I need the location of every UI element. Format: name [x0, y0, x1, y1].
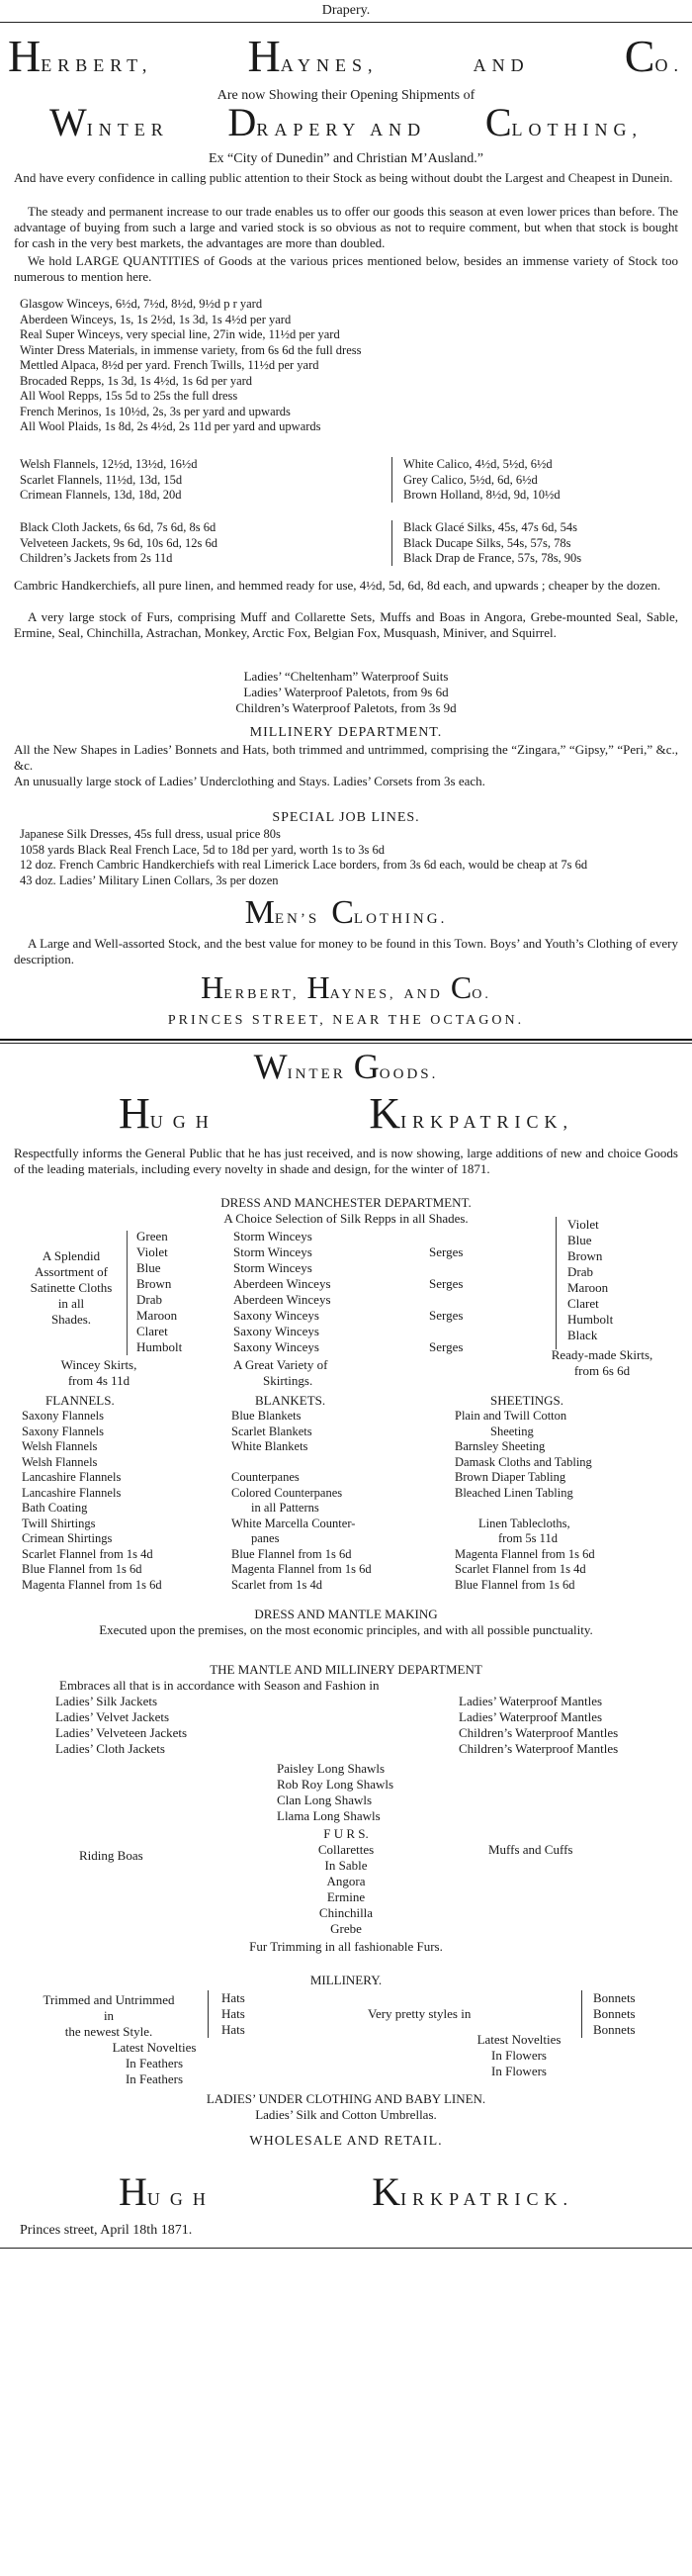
ad-separator [0, 1043, 692, 1044]
list-item: Lancashire Flannels [22, 1470, 122, 1484]
wholesale-line: WHOLESALE AND RETAIL. [249, 2134, 443, 2149]
list-item: Latest Novelties [112, 2040, 197, 2055]
list-item: Aberdeen Winceys [233, 1276, 331, 1291]
list-item: Claret [136, 1324, 168, 1338]
umbrellas-line: Ladies’ Silk and Cotton Umbrellas. [255, 2107, 437, 2122]
list-item: Serges [429, 1308, 464, 1323]
list-item: Ermine [326, 1889, 366, 1904]
list-item: Brown Diaper Tabling [455, 1470, 566, 1484]
list-item: Ladies’ Velveteen Jackets [55, 1725, 188, 1740]
flower-novelties [455, 2032, 583, 2079]
list-item: Black Cloth Jackets, 6s 6d, 7s 6d, 8s 6d [20, 520, 216, 534]
list-item: Storm Winceys [233, 1229, 312, 1243]
list-item: Winter Dress Materials, in immense variety, from 6s 6d the full dress [20, 342, 362, 357]
millinery-heading: MILLINERY DEPARTMENT. [249, 725, 443, 740]
list-item: In Flowers [491, 2064, 547, 2078]
ad1-title [49, 100, 643, 144]
list-item: Ready-made Skirts, [551, 1347, 653, 1362]
sheetings-list [455, 1409, 595, 1593]
quantities-paragraph: We hold LARGE QUANTITIES of Goods at the various prices mentioned below, besides an immense variety of Stock too numerous to mention here. [14, 253, 678, 284]
list-item: 43 doz. Ladies’ Military Linen Collars, 3s per dozen [20, 873, 279, 887]
list-item: Blue Blankets [231, 1409, 302, 1423]
pretty-styles: Very pretty styles in [368, 2006, 472, 2021]
underclothing-paragraph: An unusually large stock of Ladies’ Underclothing and Stays. Ladies’ Corsets from 3s each. [14, 774, 485, 788]
list-item: Scarlet from 1s 4d [231, 1577, 322, 1592]
column-divider [391, 520, 392, 566]
jacket-price-list [20, 520, 217, 567]
list-item: Ladies’ Waterproof Paletots, from 9s 6d [243, 685, 449, 699]
list-item: Saxony Winceys [233, 1339, 319, 1354]
list-item: Welsh Flannels [22, 1454, 98, 1469]
list-item: Serges [429, 1339, 464, 1354]
list-item: Llama Long Shawls [277, 1808, 381, 1823]
wincey-price-list [20, 297, 361, 435]
list-item: White Blankets [231, 1439, 308, 1453]
list-item: Brown [567, 1248, 603, 1263]
list-item: Assortment of [34, 1264, 109, 1279]
brace-line [556, 1217, 557, 1349]
cambric-paragraph: Cambric Handkerchiefs, all pure linen, and hemmed ready for use, 4½d, 5d, 6d, 8d each, and upwards ; cheaper by the dozen. [14, 578, 661, 593]
list-item: Chinchilla [318, 1905, 374, 1920]
mens-clothing-heading: MEN’S CLOTHING. [244, 894, 448, 931]
list-item [455, 1501, 595, 1517]
list-item: Blue Flannel from 1s 6d [231, 1546, 352, 1561]
blankets-heading: BLANKETS. [255, 1393, 326, 1408]
trimmed-note [20, 1992, 198, 2040]
list-item: Black Ducape Silks, 54s, 57s, 78s [403, 535, 571, 550]
list-item: Magenta Flannel from 1s 6d [22, 1577, 162, 1592]
list-item: in [103, 2008, 115, 2023]
list-item: Blue Flannel from 1s 6d [455, 1577, 575, 1592]
list-item: Plain and Twill Cotton [455, 1409, 567, 1423]
list-item: In Feathers [125, 2056, 184, 2070]
list-item: Serges [429, 1244, 464, 1259]
list-item: In Feathers [125, 2071, 184, 2086]
list-item: Bonnets [593, 2006, 636, 2021]
satinette-block [22, 1248, 121, 1328]
list-item: in all [57, 1296, 85, 1311]
bonnets-list [593, 1990, 636, 2038]
list-item: Ladies’ Silk Jackets [55, 1694, 158, 1708]
list-item: Paisley Long Shawls [277, 1761, 386, 1776]
list-item: Bonnets [593, 2022, 636, 2037]
list-item: Grey Calico, 5½d, 6d, 6½d [403, 472, 538, 487]
list-item: Humbolt [136, 1339, 183, 1354]
list-item: the newest Style. [64, 2024, 153, 2039]
colour-list-one [136, 1229, 182, 1355]
list-item: Hats [221, 2022, 245, 2037]
wincey-skirts-note [40, 1357, 158, 1389]
list-item: Claret [567, 1296, 599, 1311]
list-item: Bonnets [593, 1990, 636, 2005]
firm-word-herbert: HERBERT, [8, 31, 153, 81]
firm-word-kirkpatrick: KIRKPATRICK. [372, 2169, 573, 2214]
list-item: Violet [567, 1217, 599, 1232]
list-item: French Merinos, 1s 10½d, 2s, 3s per yard and upwards [20, 404, 291, 418]
list-item: Bath Coating [22, 1501, 88, 1515]
fur-types-list [297, 1842, 395, 1937]
millinery-paragraph: All the New Shapes in Ladies’ Bonnets and Hats, both trimmed and untrimmed, comprising the “Zingara,” “Gipsy,” “Peri,” &c., &c. [14, 742, 678, 773]
special-heading: SPECIAL JOB LINES. [272, 810, 420, 825]
brace-line [127, 1231, 128, 1355]
ad2-date-line: Princes street, April 18th 1871. [20, 2223, 193, 2238]
header-rule [0, 22, 692, 23]
dress-making-paragraph: Executed upon the premises, on the most economic principles, and with all possible punctuality. [99, 1622, 593, 1637]
list-item: Bleached Linen Tabling [455, 1485, 573, 1500]
mantle-jackets-list [55, 1694, 187, 1757]
list-item: Scarlet Flannel from 1s 4d [455, 1562, 586, 1576]
brace-line [581, 1990, 582, 2038]
furs-heading: F U R S. [323, 1826, 369, 1841]
firm-word-co: CO. [624, 31, 684, 81]
footer-rule [0, 2248, 692, 2249]
ad1-address: PRINCES STREET, NEAR THE OCTAGON. [167, 1013, 525, 1028]
list-item: Aberdeen Winceys, 1s, 1s 2½d, 1s 3d, 1s 4½d per yard [20, 312, 292, 326]
blankets-list [231, 1409, 372, 1593]
flannel-price-list [20, 457, 198, 504]
ad2-footer-firm [119, 2169, 573, 2214]
list-item: Brocaded Repps, 1s 3d, 1s 4½d, 1s 6d per yard [20, 373, 253, 388]
list-item: Maroon [567, 1280, 609, 1295]
dress-making-heading: DRESS AND MANTLE MAKING [254, 1607, 438, 1621]
list-item: Crimean Shirtings [22, 1531, 113, 1545]
list-item: Damask Cloths and Tabling [455, 1454, 592, 1469]
firm-word-hugh: HUGH [119, 1089, 218, 1138]
list-item: Black [567, 1328, 598, 1342]
list-item: Barnsley Sheeting [455, 1439, 546, 1453]
list-item: In Flowers [491, 2048, 547, 2063]
ad1-footer-firm: HERBERT, HAYNES, AND CO. [201, 969, 491, 1005]
list-item: Children’s Waterproof Paletots, from 3s 9d [235, 700, 457, 715]
list-item: Colored Counterpanes [231, 1485, 343, 1500]
list-item: from 5s 11d [498, 1531, 558, 1545]
list-item: Ladies’ “Cheltenham” Waterproof Suits [243, 669, 449, 684]
list-item: Children’s Jackets from 2s 11d [20, 551, 173, 565]
ad-separator [0, 1039, 692, 1041]
list-item: White Calico, 4½d, 5½d, 6½d [403, 457, 553, 471]
list-item: Blue [136, 1260, 161, 1275]
list-item: Aberdeen Winceys [233, 1292, 331, 1307]
mantle-intro: Embraces all that is in accordance with Season and Fashion in [59, 1678, 380, 1693]
serges-list [429, 1237, 463, 1363]
list-item: in all Patterns [251, 1501, 319, 1515]
list-item: 1058 yards Black Real French Lace, 5d to 18d per yard, worth 1s to 3s 6d [20, 842, 386, 857]
list-item: All Wool Repps, 15s 5d to 25s the full dress [20, 389, 238, 403]
list-item: Black Glacé Silks, 45s, 47s 6d, 54s [403, 520, 578, 534]
feather-novelties [95, 2040, 214, 2087]
list-item: Magenta Flannel from 1s 6d [455, 1546, 595, 1561]
list-item: Shades. [50, 1312, 92, 1327]
list-item: Glasgow Winceys, 6½d, 7½d, 8½d, 9½d p r yard [20, 297, 263, 311]
list-item: Maroon [136, 1308, 178, 1323]
list-item: White Marcella Counter- [231, 1516, 356, 1530]
fur-trimming: Fur Trimming in all fashionable Furs. [249, 1939, 443, 1954]
sheetings-heading: SHEETINGS. [490, 1393, 564, 1408]
firm-word-and: AND [473, 55, 530, 75]
list-item: Skirtings. [263, 1373, 313, 1388]
under-clothing-line: LADIES’ UNDER CLOTHING AND BABY LINEN. [206, 2091, 486, 2106]
flannels-heading: FLANNELS. [45, 1393, 115, 1408]
ad2-intro-paragraph: Respectfully informs the General Public that he has just received, and is now showing, large additions of new and choice Goods of the leading materials, including every novelty in shade and design, for the winter of 1871. [14, 1146, 678, 1176]
list-item: Storm Winceys [233, 1260, 312, 1275]
special-list [20, 827, 672, 888]
list-item: Violet [136, 1244, 168, 1259]
list-item: Children’s Waterproof Mantles [459, 1725, 619, 1740]
wincey-list [233, 1229, 331, 1355]
list-item: In Sable [324, 1858, 368, 1873]
title-winter: WINTER [49, 100, 169, 144]
list-item: Saxony Winceys [233, 1324, 319, 1338]
list-item: Brown [136, 1276, 172, 1291]
shawls-list [277, 1761, 393, 1824]
list-item: Saxony Winceys [233, 1308, 319, 1323]
list-item: Japanese Silk Dresses, 45s full dress, usual price 80s [20, 827, 281, 841]
list-item: Magenta Flannel from 1s 6d [231, 1562, 372, 1576]
dress-dept-subheading: A Choice Selection of Silk Repps in all Shades. [223, 1211, 469, 1226]
list-item: A Great Variety of [233, 1357, 328, 1372]
list-item: panes [251, 1531, 280, 1545]
list-item: Ladies’ Velvet Jackets [55, 1709, 170, 1724]
muffs-and-cuffs: Muffs and Cuffs [488, 1842, 573, 1857]
list-item: Angora [326, 1874, 366, 1888]
firm-word-kirkpatrick: KIRKPATRICK, [369, 1089, 573, 1138]
list-item: Velveteen Jackets, 9s 6d, 10s 6d, 12s 6d [20, 535, 217, 550]
list-item: Hats [221, 2006, 245, 2021]
section-header: Drapery. [321, 3, 371, 18]
list-item: Ladies’ Cloth Jackets [55, 1741, 165, 1756]
list-item: A Splendid [42, 1248, 101, 1263]
ready-made-note [528, 1347, 676, 1379]
flannels-list [22, 1409, 162, 1593]
furs-paragraph: A very large stock of Furs, comprising Muff and Collarette Sets, Muffs and Boas in Angora, Grebe-mounted Seal, Sable, Ermine, Seal, Chinchilla, Astrachan, Monkey, Arctic Fox, Belgian Fox, Musquash, Miniver, and Squirrel. [14, 609, 678, 640]
dress-dept-heading: DRESS AND MANCHESTER DEPARTMENT. [220, 1195, 472, 1210]
riding-boas: Riding Boas [79, 1848, 143, 1863]
list-item: Ladies’ Waterproof Mantles [459, 1709, 603, 1724]
list-item: Children’s Waterproof Mantles [459, 1741, 619, 1756]
list-item: Lancashire Flannels [22, 1485, 122, 1500]
list-item: Black Drap de France, 57s, 78s, 90s [403, 551, 582, 565]
showing-line: Are now Showing their Opening Shipments of [216, 88, 476, 103]
mens-paragraph: A Large and Well-assorted Stock, and the best value for money to be found in this Town. Boys’ and Youth’s Clothing of every description. [14, 936, 678, 966]
ad1-firm-heading [8, 31, 684, 81]
ad2-millinery-heading: MILLINERY. [309, 1973, 383, 1987]
list-item: All Wool Plaids, 1s 8d, 2s 4½d, 2s 11d per yard and upwards [20, 419, 321, 433]
list-item: Satinette Cloths [30, 1280, 113, 1295]
mantle-heading: THE MANTLE AND MILLINERY DEPARTMENT [210, 1662, 482, 1677]
list-item: Humbolt [567, 1312, 614, 1327]
list-item: Collarettes [317, 1842, 375, 1857]
list-item: Grebe [330, 1921, 362, 1936]
list-item [231, 1455, 372, 1471]
list-item: Scarlet Flannel from 1s 4d [22, 1546, 153, 1561]
waterproof-list [0, 669, 692, 716]
list-item: Sheeting [490, 1424, 534, 1438]
list-item: Drab [136, 1292, 162, 1307]
list-item: from 4s 11d [67, 1373, 130, 1388]
column-divider [391, 457, 392, 503]
title-clothing: CLOTHING, [484, 100, 643, 144]
list-item: Latest Novelties [476, 2032, 562, 2047]
winter-goods-heading: WINTER GOODS. [253, 1047, 439, 1086]
list-item: Saxony Flannels [22, 1424, 104, 1438]
ad2-firm-heading [119, 1089, 573, 1138]
list-item: Clan Long Shawls [277, 1793, 373, 1807]
list-item: Wincey Skirts, [60, 1357, 137, 1372]
list-item: Crimean Flannels, 13d, 18d, 20d [20, 488, 182, 502]
list-item: Serges [429, 1276, 464, 1291]
colour-list-two [567, 1217, 613, 1343]
list-item: Twill Shirtings [22, 1516, 96, 1530]
list-item: Saxony Flannels [22, 1409, 104, 1423]
trade-paragraph: The steady and permanent increase to our trade enables us to offer our goods this season at even lower prices than before. The advantage of buying from such a large and varied stock is so obvious as not to require comment, but when that stock is bought for cash in the very best markets, the advantages are more than doubled. [14, 204, 678, 250]
list-item: Blue [567, 1233, 592, 1247]
hats-list [221, 1990, 245, 2038]
firm-word-hugh: HUGH [119, 2169, 216, 2214]
list-item: Ladies’ Waterproof Mantles [459, 1694, 603, 1708]
intro-paragraph: And have every confidence in calling public attention to their Stock as being without doubt the Largest and Cheapest in Dunein. [14, 170, 673, 185]
list-item: Linen Tablecloths, [478, 1516, 570, 1530]
list-item: Rob Roy Long Shawls [277, 1777, 394, 1792]
ex-ships-line: Ex “City of Dunedin” and Christian M’Ausland.” [208, 151, 483, 166]
variety-note [233, 1357, 327, 1389]
firm-word-haynes: HAYNES, [247, 31, 379, 81]
list-item: Green [136, 1229, 168, 1243]
list-item: Scarlet Blankets [231, 1424, 312, 1438]
list-item: Scarlet Flannels, 11½d, 13d, 15d [20, 472, 183, 487]
list-item: Hats [221, 1990, 245, 2005]
list-item: Counterpanes [231, 1470, 300, 1484]
list-item: Trimmed and Untrimmed [43, 1992, 175, 2007]
list-item: 12 doz. French Cambric Handkerchiefs with real Limerick Lace borders, from 3s 6d each, would be cheap at 7s 6d [20, 858, 588, 872]
list-item: Welsh Flannels [22, 1439, 98, 1453]
brace-line [208, 1990, 209, 2038]
silk-price-list [403, 520, 581, 567]
title-drapery: DRAPERY AND [227, 100, 427, 144]
list-item: Storm Winceys [233, 1244, 312, 1259]
list-item: from 6s 6d [573, 1363, 631, 1378]
mantle-waterproof-list [459, 1694, 618, 1757]
list-item: Real Super Winceys, very special line, 27in wide, 11½d per yard [20, 327, 340, 341]
list-item: Brown Holland, 8½d, 9d, 10½d [403, 488, 561, 502]
list-item: Mettled Alpaca, 8½d per yard. French Twills, 11½d per yard [20, 358, 319, 372]
list-item: Drab [567, 1264, 593, 1279]
list-item: Blue Flannel from 1s 6d [22, 1562, 142, 1576]
calico-price-list [403, 457, 561, 504]
list-item: Welsh Flannels, 12½d, 13½d, 16½d [20, 457, 198, 471]
